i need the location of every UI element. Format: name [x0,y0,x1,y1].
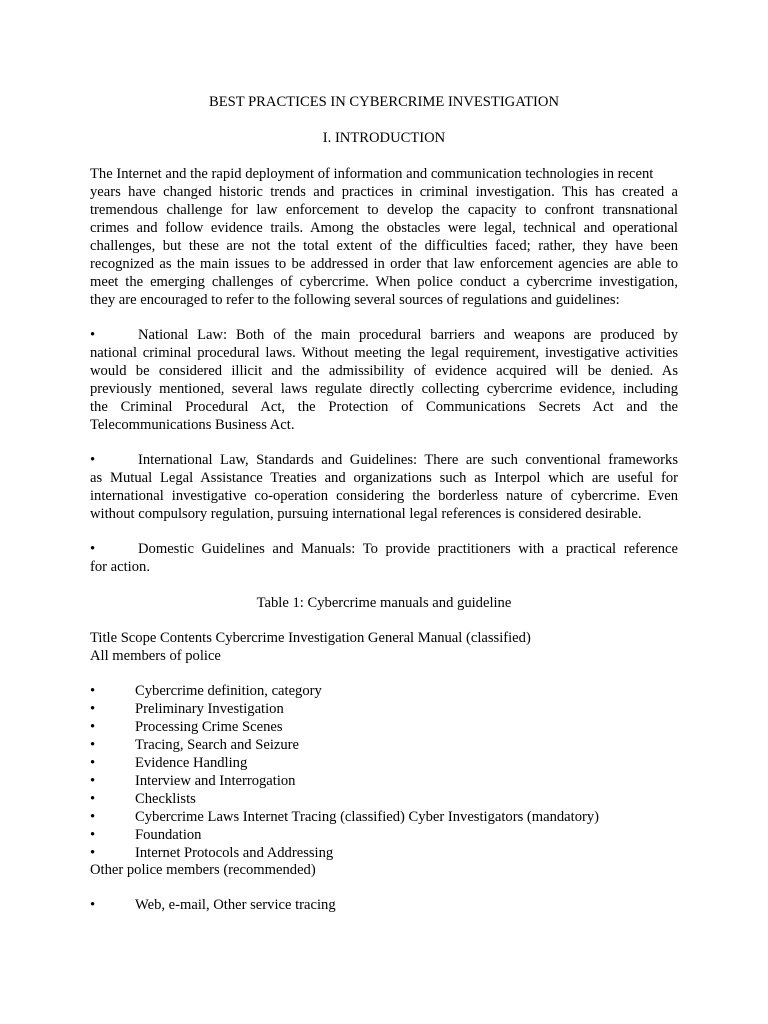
paragraph-line: years have changed historic trends and practices in criminal investigation. This has created a [90,184,678,200]
document-title: BEST PRACTICES IN CYBERCRIME INVESTIGATION [209,94,559,110]
bullet-marker: • [90,827,96,843]
list-item-text: Cybercrime definition, category [135,683,322,699]
paragraph-line: previously mentioned, several laws regulate directly collecting cybercrime evidence, including [90,381,678,397]
bullet-marker: • [90,809,96,825]
list-item-text: Web, e-mail, Other service tracing [135,897,336,913]
paragraph-line: meet the emerging challenges of cybercrime. When police conduct a cybercrime investigation, [90,274,678,290]
list-item-text: Foundation [135,827,202,843]
list-item-text: Preliminary Investigation [135,701,284,717]
bullet-marker: • [90,791,96,807]
bullet-marker: • [90,701,96,717]
document-page [90,0,678,1024]
paragraph-line: The Internet and the rapid deployment of information and communication technologies in recent [90,166,654,182]
list-item-text: Evidence Handling [135,755,248,771]
paragraph-line: challenges, but these are not the total extent of the difficulties faced; rather, they have been [90,238,678,254]
bullet-marker: • [90,737,96,753]
bullet-marker: • [90,683,96,699]
list-item-text: Tracing, Search and Seizure [135,737,299,753]
paragraph-text: Domestic Guidelines and Manuals: To provide practitioners with a practical reference [138,541,678,557]
bullet-marker: • [90,845,96,861]
paragraph-line: would be considered illicit and the admissibility of evidence acquired will be denied. As [90,363,678,379]
paragraph-line: tremendous challenge for law enforcement to develop the capacity to confront transnational [90,202,678,218]
bullet-marker: • [90,327,96,343]
list-item-text: Internet Protocols and Addressing [135,845,334,861]
list-item-text: Interview and Interrogation [135,773,296,789]
bullet-marker: • [90,719,96,735]
paragraph-line: without compulsory regulation, pursuing international legal references is considered desirable. [90,506,642,522]
list-item-text: Cybercrime Laws Internet Tracing (classified) Cyber Investigators (mandatory) [135,809,600,825]
bullet-marker: • [90,755,96,771]
paragraph-line [90,326,678,344]
paragraph-text: International Law, Standards and Guidelines: There are such conventional frameworks [138,452,678,468]
paragraph-line: Telecommunications Business Act. [90,417,295,433]
paragraph-line: international investigative co-operation considering the borderless nature of cybercrime. Even [90,488,678,504]
paragraph-line: the Criminal Procedural Act, the Protection of Communications Secrets Act and the [90,399,678,415]
paragraph-line: as Mutual Legal Assistance Treaties and organizations such as Interpol which are useful for [90,470,678,486]
table-caption: Table 1: Cybercrime manuals and guideline [256,595,512,611]
paragraph-line: recognized as the main issues to be addressed in order that law enforcement agencies are able to [90,256,678,272]
bullet-marker: • [90,541,96,557]
table-header-line: Title Scope Contents Cybercrime Investigation General Manual (classified) [90,630,531,646]
paragraph-text: National Law: Both of the main procedural barriers and weapons are produced by [138,327,678,343]
paragraph-line: national criminal procedural laws. Without meeting the legal requirement, investigative activities [90,345,678,361]
bullet-marker: • [90,773,96,789]
list-item-text: Processing Crime Scenes [135,719,283,735]
other-members-line: Other police members (recommended) [90,862,316,878]
list-item-text: Checklists [135,791,196,807]
paragraph-line: they are encouraged to refer to the following several sources of regulations and guidelines: [90,292,620,308]
table-scope-line: All members of police [90,648,221,664]
bullet-marker: • [90,452,96,468]
section-heading: I. INTRODUCTION [322,130,446,146]
paragraph-line [90,540,678,558]
bullet-marker: • [90,897,96,913]
paragraph-line: for action. [90,559,150,575]
paragraph-line: crimes and follow evidence trails. Among the obstacles were legal, technical and operational [90,220,678,236]
paragraph-line [90,451,678,469]
